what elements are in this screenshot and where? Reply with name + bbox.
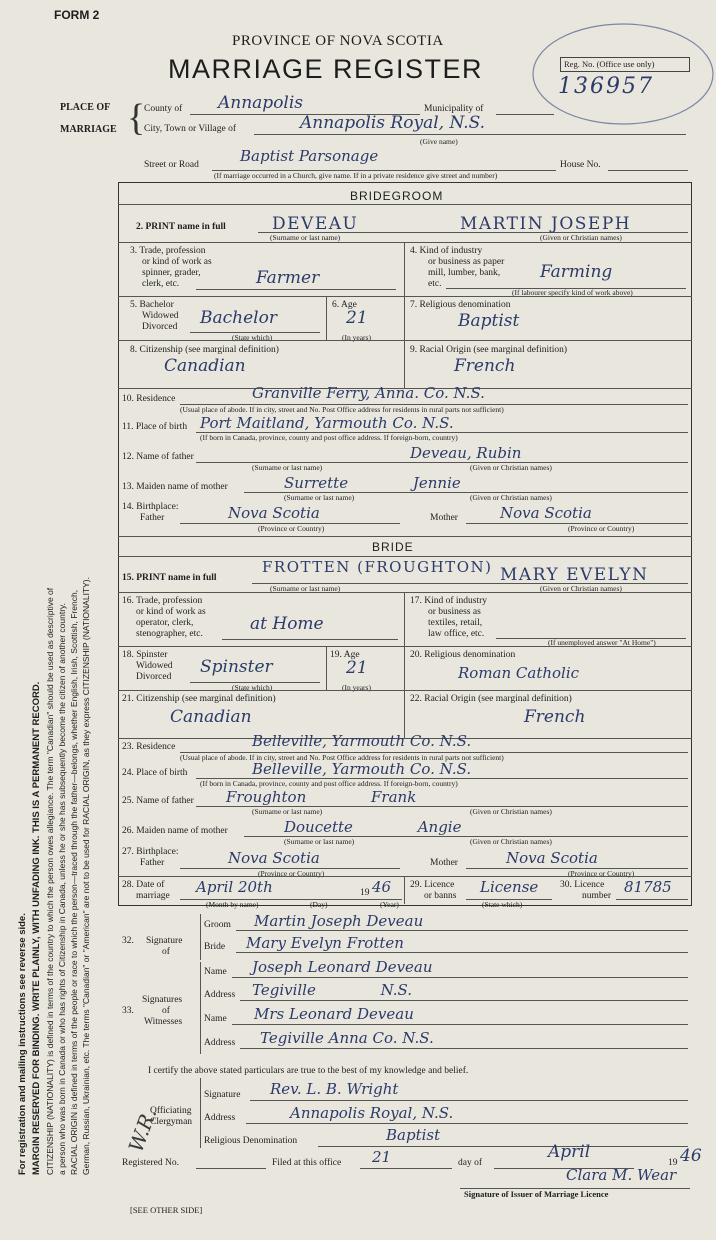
f12-sub-surname: (Surname or last name) — [252, 463, 323, 472]
groom-sig-label: Groom — [204, 920, 231, 930]
f17-label-4: law office, etc. — [428, 629, 485, 639]
rule — [404, 296, 405, 340]
bride-father: Froughton Frank — [226, 788, 417, 806]
f30-label-1: 30. Licence — [560, 880, 605, 890]
f10-note: (Usual place of abode. If in city, street and No. Post Office address for residents in rural parts not sufficient) — [180, 405, 504, 414]
f3-label-1: 3. Trade, profession — [130, 246, 206, 256]
groom-given-names: MARTIN JOSEPH — [460, 214, 632, 234]
f25-label: 25. Name of father — [122, 796, 194, 806]
f13-label: 13. Maiden name of mother — [122, 482, 228, 492]
rule — [118, 204, 692, 205]
bride-sig-label: Bride — [204, 942, 226, 952]
f4-note: (If labourer specify kind of work above) — [512, 288, 633, 297]
w1-name-line — [232, 977, 688, 978]
rule — [326, 296, 327, 340]
f6-label: 6. Age — [332, 300, 357, 310]
clergy-address-label: Address — [204, 1113, 236, 1123]
f28-sub-year: (Year) — [380, 900, 399, 909]
f25-sub-surname: (Surname or last name) — [252, 807, 323, 816]
reg-no-circle — [528, 18, 716, 130]
witness-1-address: Tegiville N.S. — [252, 981, 413, 999]
f14-sub-mother: (Province or Country) — [568, 524, 635, 533]
witness-1-name: Joseph Leonard Deveau — [252, 958, 433, 976]
rule — [200, 1078, 201, 1148]
groom-racial-origin: French — [454, 356, 516, 376]
house-no-line — [608, 170, 688, 171]
f32-label-3: of — [162, 947, 170, 957]
f28-sub-day: (Day) — [310, 900, 328, 909]
bride-signature: Mary Evelyn Frotten — [246, 934, 404, 952]
filed-day: 21 — [372, 1148, 392, 1166]
officiating-label-2: Clergyman — [150, 1117, 193, 1127]
reg-no-label: Reg. No. (Office use only) — [564, 59, 655, 69]
f12-sub-given: (Given or Christian names) — [470, 463, 552, 472]
place-brace: { — [127, 97, 146, 139]
groom-surname: DEVEAU — [272, 214, 359, 234]
w1-name-label: Name — [204, 967, 227, 977]
county-value: Annapolis — [218, 93, 304, 113]
f18-sub: (State which) — [232, 683, 273, 692]
f13-sub-surname: (Surname or last name) — [284, 493, 355, 502]
municipality-label: Municipality of — [424, 104, 484, 114]
f24-label: 24. Place of birth — [122, 768, 188, 778]
f4-label-3: mill, lumber, bank, — [428, 268, 501, 278]
f17-label-1: 17. Kind of industry — [410, 596, 488, 606]
f27-label-1: 27. Birthplace: — [122, 847, 179, 857]
f21-label: 21. Citizenship (see marginal definition) — [122, 694, 276, 704]
f27-sub-mother: (Province or Country) — [568, 869, 635, 878]
bride-marital-status: Spinster — [200, 657, 273, 677]
witness-2-address: Tegiville Anna Co. N.S. — [260, 1029, 434, 1047]
form-number: FORM 2 — [54, 8, 100, 22]
street-value: Baptist Parsonage — [240, 147, 379, 165]
day-of-label: day of — [458, 1158, 483, 1168]
filed-month: April — [548, 1142, 591, 1162]
f30-label-2: number — [582, 891, 612, 901]
rule — [118, 690, 692, 691]
groom-occupation: Farmer — [256, 268, 320, 288]
f2-label — [136, 222, 226, 233]
witness-label-1: Signatures — [142, 995, 183, 1005]
marriage-date: April 20th — [196, 878, 273, 896]
binding-margin-instructions — [17, 225, 93, 1175]
f18-label-1: 18. Spinster — [122, 650, 168, 660]
f3-line — [196, 289, 396, 290]
bride-sig-line — [236, 952, 688, 953]
f17-note: (If unemployed answer "At Home") — [548, 638, 656, 647]
f4-label-1: 4. Kind of industry — [410, 246, 483, 256]
w1-address-label: Address — [204, 990, 236, 1000]
f12-label: 12. Name of father — [122, 452, 194, 462]
bride-surname: FROTTEN (FROUGHTON) — [262, 558, 493, 576]
f16-label-3: operator, clerk, — [136, 618, 194, 628]
f16-label-2: or kind of work as — [136, 607, 206, 617]
clergy-address-line — [246, 1123, 688, 1124]
w1-address-line — [240, 1000, 688, 1001]
f9-label: 9. Racial Origin (see marginal definition) — [410, 345, 568, 355]
rule — [404, 646, 405, 690]
f30-line — [616, 899, 688, 900]
bride-given-names: MARY EVELYN — [500, 565, 649, 585]
rule — [118, 242, 692, 243]
f26-sub-surname: (Surname or last name) — [284, 837, 355, 846]
f6-sub: (In years) — [342, 333, 371, 342]
bride-mother: Doucette Angie — [284, 818, 462, 836]
margin-line-6: German, Russian, Ukrainian, etc. The terms "Canadian" or "American" are not to be used for RACIAL ORIGIN, as they express CITIZENSHIP (NATIONALITY). — [81, 577, 91, 1175]
rule — [118, 556, 692, 557]
f26-label: 26. Maiden name of mother — [122, 826, 228, 836]
f23-note: (Usual place of abode. If in city, street and No. Post Office address for residents in rural parts not sufficient) — [180, 753, 504, 762]
f33-label: 33. — [122, 1006, 134, 1016]
f16-label-4: stenographer, etc. — [136, 629, 203, 639]
city-line — [254, 134, 686, 135]
f7-label: 7. Religious denomination — [410, 300, 511, 310]
province-heading: PROVINCE OF NOVA SCOTIA — [232, 33, 444, 49]
f5-label-3: Divorced — [142, 322, 178, 332]
f4-label-4: etc. — [428, 279, 442, 289]
groom-mother-birthplace: Nova Scotia — [500, 504, 592, 522]
f3-label-3: spinner, grader, — [142, 268, 201, 278]
filed-label: Filed at this office — [272, 1158, 342, 1168]
bride-residence: Belleville, Yarmouth Co. N.S. — [252, 732, 472, 750]
rule — [404, 592, 405, 646]
margin-line-1: For registration and mailing instructions see reverse side. — [17, 913, 28, 1175]
clergy-sig-label: Signature — [204, 1090, 241, 1100]
f27-sub-father: (Province or Country) — [258, 869, 325, 878]
f28-label-2: marriage — [136, 891, 170, 901]
groom-father: Deveau, Rubin — [410, 444, 522, 462]
f2-sub-given: (Given or Christian names) — [540, 233, 622, 242]
f22-label: 22. Racial Origin (see marginal definition) — [410, 694, 572, 704]
place-heading-1: PLACE OF — [60, 102, 111, 113]
groom-religion: Baptist — [458, 311, 520, 331]
f19-label: 19. Age — [330, 650, 360, 660]
rule — [200, 914, 201, 960]
f19-sub: (In years) — [342, 683, 371, 692]
f27-mother-label: Mother — [430, 858, 458, 868]
see-other-side: [SEE OTHER SIDE] — [130, 1205, 203, 1215]
f28-sub-month: (Month by name) — [206, 900, 259, 909]
certification-text: I certify the above stated particulars are true to the best of my knowledge and belief. — [148, 1066, 469, 1076]
f2-label-text: 2. PRINT name in full — [136, 222, 226, 232]
clergy-religion: Baptist — [386, 1126, 441, 1144]
rule — [404, 242, 405, 296]
f26-sub-given: (Given or Christian names) — [470, 837, 552, 846]
bride-birthplace: Belleville, Yarmouth Co. N.S. — [252, 760, 472, 778]
groom-residence: Granville Ferry, Anna. Co. N.S. — [252, 384, 485, 402]
marriage-year: 46 — [372, 878, 392, 896]
groom-mother: Surrette Jennie — [284, 474, 461, 492]
f17-label-2: or business as — [428, 607, 481, 617]
bridegroom-heading: BRIDEGROOM — [350, 189, 444, 203]
f25-sub-given: (Given or Christian names) — [470, 807, 552, 816]
place-heading-2: MARRIAGE — [60, 124, 117, 135]
bride-religion: Roman Catholic — [458, 664, 580, 682]
county-label: County of — [144, 104, 183, 114]
witness-label-3: Witnesses — [144, 1017, 183, 1027]
groom-birthplace: Port Maitland, Yarmouth Co. N.S. — [200, 414, 454, 432]
bride-age: 21 — [346, 658, 368, 678]
f5-label-2: Widowed — [142, 311, 179, 321]
f14-label-1: 14. Birthplace: — [122, 502, 179, 512]
issuer-signature: Clara M. Wear — [566, 1166, 677, 1184]
filed-day-line — [360, 1168, 452, 1169]
f15-label — [122, 573, 217, 584]
f17-label-3: textiles, retail, — [428, 618, 483, 628]
f27-label-2: Father — [140, 858, 165, 868]
bride-father-birthplace: Nova Scotia — [228, 849, 320, 867]
f14-sub-father: (Province or Country) — [258, 524, 325, 533]
margin-line-4: a person who was born in Canada or who has rights of Citizenship in Canada, unless he or she has subsequently become the citizen of another country. — [57, 602, 67, 1175]
f18-label-3: Divorced — [136, 672, 172, 682]
f3-label-2: or kind of work as — [142, 257, 212, 267]
w2-address-label: Address — [204, 1038, 236, 1048]
street-note: (If marriage occurred in a Church, give name. If in a private residence give street and number) — [214, 171, 498, 180]
f29-sub: (State which) — [482, 900, 523, 909]
city-value: Annapolis Royal, N.S. — [300, 113, 486, 133]
street-label: Street or Road — [144, 160, 199, 170]
f2-sub-surname: (Surname or last name) — [270, 233, 341, 242]
rule — [200, 962, 201, 1054]
give-name-hint: (Give name) — [420, 137, 458, 146]
clergy-signature: Rev. L. B. Wright — [270, 1080, 399, 1098]
margin-line-3: CITIZENSHIP (NATIONALITY) is defined in terms of the country to which the person owes allegiance. The term "Canadian" should be used as descriptive of — [45, 587, 55, 1175]
clergy-address: Annapolis Royal, N.S. — [290, 1104, 454, 1122]
groom-age: 21 — [346, 308, 368, 328]
clergy-religion-line — [318, 1146, 688, 1147]
witness-2-name: Mrs Leonard Deveau — [254, 1005, 414, 1023]
f13-sub-given: (Given or Christian names) — [470, 493, 552, 502]
rule — [118, 592, 692, 593]
clergy-religion-label: Religious Denomination — [204, 1136, 298, 1146]
house-no-label: House No. — [560, 160, 601, 170]
rule — [404, 876, 405, 904]
margin-line-2: MARGIN RESERVED FOR BINDING. WRITE PLAINLY, WITH UNFADING INK. THIS IS A PERMANENT RECORD. — [31, 681, 42, 1175]
groom-father-birthplace: Nova Scotia — [228, 504, 320, 522]
rule — [118, 536, 692, 537]
f18-label-2: Widowed — [136, 661, 173, 671]
f4-label-2: or business as paper — [428, 257, 505, 267]
issuer-label: Signature of Issuer of Marriage Licence — [464, 1189, 609, 1199]
rule — [118, 876, 692, 877]
f20-label: 20. Religious denomination — [410, 650, 516, 660]
margin-line-5: RACIAL ORIGIN is defined in terms of the people or race to which the person—traced through the father—belongs, whether English, Irish, Scottish, French, — [69, 589, 79, 1175]
witness-label-2: of — [162, 1006, 170, 1016]
w2-name-line — [232, 1024, 688, 1025]
bride-heading: BRIDE — [372, 540, 414, 554]
filed-year: 46 — [680, 1146, 702, 1166]
f29-label-1: 29. Licence — [410, 880, 455, 890]
bride-occupation: at Home — [250, 614, 324, 634]
f10-label: 10. Residence — [122, 394, 176, 404]
f5-label-1: 5. Bachelor — [130, 300, 174, 310]
f14-label-2: Father — [140, 513, 165, 523]
rule — [326, 646, 327, 690]
rule — [404, 340, 405, 388]
registered-no-label: Registered No. — [122, 1158, 179, 1168]
groom-citizenship: Canadian — [164, 356, 246, 376]
filed-year-prefix: 19 — [668, 1158, 678, 1168]
f5-sub: (State which) — [232, 333, 273, 342]
f16-label-1: 16. Trade, profession — [122, 596, 203, 606]
page-title: MARRIAGE REGISTER — [168, 54, 484, 84]
licence-number: 81785 — [624, 878, 672, 896]
bride-racial-origin: French — [524, 707, 586, 727]
w2-address-line — [240, 1048, 688, 1049]
f32-label-1: 32. — [122, 936, 134, 946]
municipality-line — [496, 114, 554, 115]
groom-marital-status: Bachelor — [200, 308, 277, 328]
registrar-initials: W.R. — [123, 1104, 162, 1156]
f23-label: 23. Residence — [122, 742, 176, 752]
bride-mother-birthplace: Nova Scotia — [506, 849, 598, 867]
f14-mother-label: Mother — [430, 513, 458, 523]
groom-sig-line — [236, 930, 688, 931]
groom-signature: Martin Joseph Deveau — [254, 912, 424, 930]
officiating-label-1: Officiating — [150, 1106, 192, 1116]
f15-label-text: 15. PRINT name in full — [122, 573, 217, 583]
rule — [118, 296, 692, 297]
f28-label-1: 28. Date of — [122, 880, 165, 890]
f32-label-2: Signature — [146, 936, 183, 946]
f15-sub-given: (Given or Christian names) — [540, 584, 622, 593]
bride-citizenship: Canadian — [170, 707, 252, 727]
f16-line — [222, 639, 398, 640]
f29-label-2: or banns — [424, 891, 457, 901]
registered-no-line — [196, 1168, 266, 1169]
clergy-sig-line — [250, 1100, 688, 1101]
f15-sub-surname: (Surname or last name) — [270, 584, 341, 593]
w2-name-label: Name — [204, 1014, 227, 1024]
city-label: City, Town or Village of — [144, 124, 236, 134]
f11-note: (If born in Canada, province, county and post office address. If foreign-born, country) — [200, 433, 458, 442]
f8-label: 8. Citizenship (see marginal definition) — [130, 345, 279, 355]
rule — [118, 340, 692, 341]
f28-year-prefix: 19 — [360, 888, 370, 898]
reg-no-value: 136957 — [558, 74, 654, 99]
rule — [118, 646, 692, 647]
f24-note: (If born in Canada, province, county and post office address. If foreign-born, country) — [200, 779, 458, 788]
f3-label-4: clerk, etc. — [142, 279, 180, 289]
licence-or-banns: License — [480, 878, 539, 896]
rule — [404, 690, 405, 738]
groom-industry: Farming — [540, 262, 613, 282]
f11-label: 11. Place of birth — [122, 422, 188, 432]
